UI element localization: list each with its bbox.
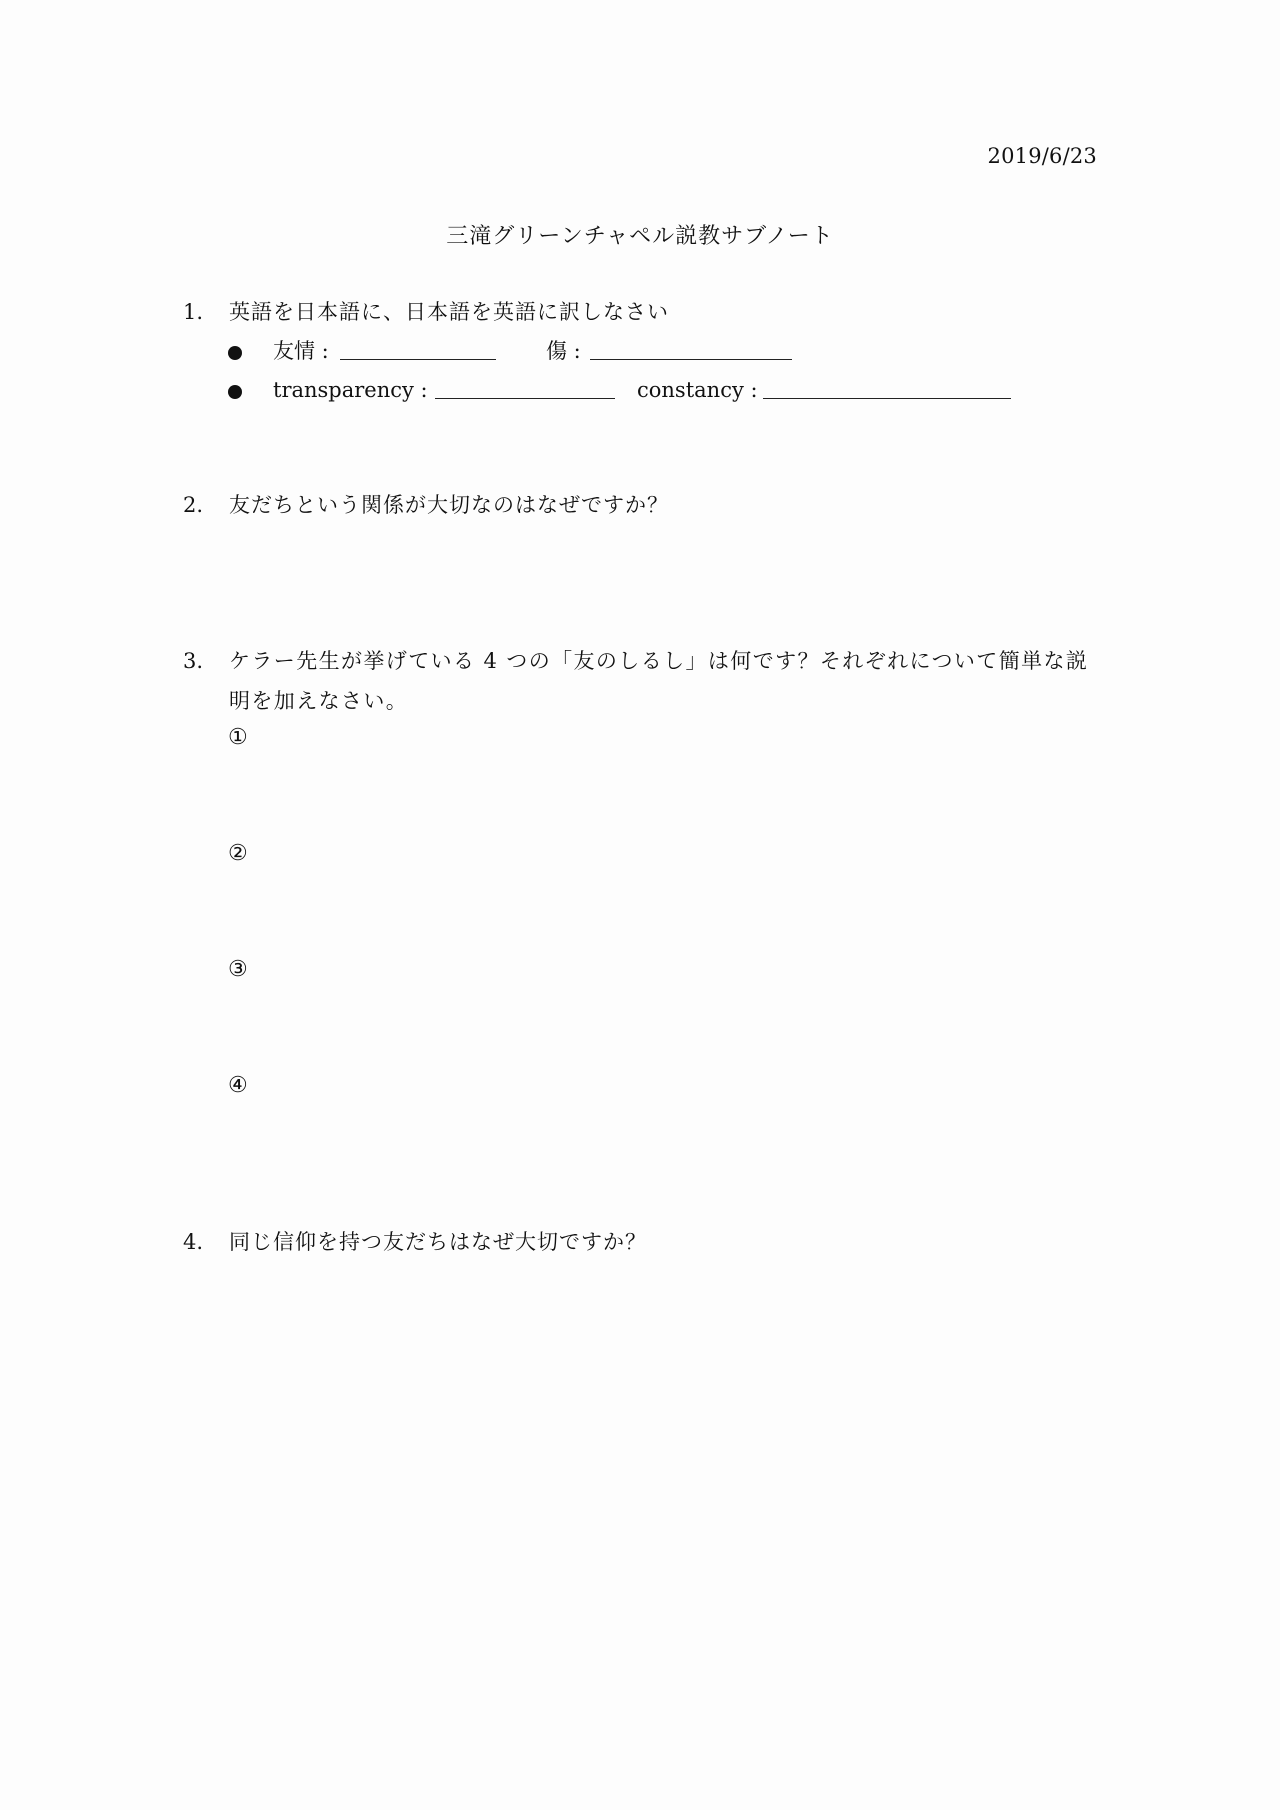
vocab-term-transparency: transparency : <box>273 378 428 402</box>
answer-marker-2: ② <box>228 841 248 866</box>
question-3-number: 3. <box>183 649 204 673</box>
answer-blank-kizu[interactable] <box>590 359 792 360</box>
vocab-term-yujo: 友情 : <box>273 339 329 363</box>
bullet-icon <box>228 385 242 399</box>
question-1-text: 英語を日本語に、日本語を英語に訳しなさい <box>229 300 669 324</box>
answer-blank-transparency[interactable] <box>435 398 615 399</box>
question-1-number: 1. <box>183 300 204 324</box>
answer-marker-1: ① <box>228 725 248 750</box>
question-2-text: 友だちという関係が大切なのはなぜですか？ <box>229 493 669 517</box>
question-4-text: 同じ信仰を持つ友だちはなぜ大切ですか？ <box>229 1230 647 1254</box>
answer-marker-4: ④ <box>228 1073 248 1098</box>
bullet-icon <box>228 346 242 360</box>
question-3-text: ケラー先生が挙げている 4 つの「友のしるし」は何です？それぞれについて簡単な説明を加えなさい。 <box>229 649 1089 713</box>
answer-blank-yujo[interactable] <box>340 359 496 360</box>
question-2-number: 2. <box>183 493 204 517</box>
vocab-term-kizu: 傷 : <box>546 339 581 363</box>
document-title: 三滝グリーンチャペル説教サブノート <box>446 224 834 249</box>
vocab-term-constancy: constancy : <box>637 378 758 402</box>
question-4-number: 4. <box>183 1230 204 1254</box>
answer-marker-3: ③ <box>228 957 248 982</box>
document-date: 2019/6/23 <box>987 144 1097 168</box>
answer-blank-constancy[interactable] <box>763 398 1011 399</box>
